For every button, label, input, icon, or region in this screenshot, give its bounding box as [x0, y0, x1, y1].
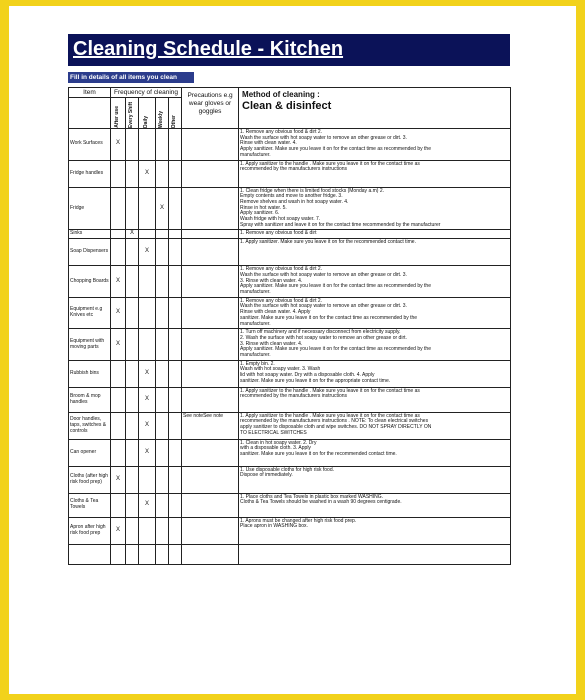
row-precaution	[182, 387, 239, 412]
row-frequency-mark	[111, 360, 126, 387]
row-frequency-mark	[111, 187, 126, 230]
method-line: manufacturer.	[240, 352, 271, 359]
row-frequency-mark	[111, 412, 126, 439]
method-line: recommended by the manufacturers instructions	[240, 393, 348, 400]
row-frequency-mark	[169, 329, 182, 361]
method-line: TO ELECTRICAL SWITCHES	[240, 429, 307, 436]
header-item-spacer	[69, 98, 111, 129]
row-frequency-mark: X	[111, 297, 126, 329]
table-row	[69, 412, 511, 439]
row-frequency-mark	[169, 412, 182, 439]
header-row-1	[69, 88, 511, 98]
header-every-shift	[126, 98, 139, 129]
row-frequency-mark	[156, 329, 169, 361]
row-precaution	[182, 466, 239, 493]
row-frequency-mark	[156, 160, 169, 187]
table-row	[69, 360, 511, 387]
row-method	[239, 360, 511, 387]
method-line: manufacturer.	[240, 151, 271, 158]
row-precaution	[182, 439, 239, 466]
method-line: 1. Turn off machinery and if necessary disconnect from electricity supply.	[240, 329, 401, 336]
header-after-use-label: After use	[114, 106, 121, 128]
method-line: Wash the surface with hot soapy water to remove an other grease or dirt. 3.	[240, 134, 407, 141]
method-line: Wash fridge with hot soapy water. 7.	[240, 216, 321, 223]
row-precaution	[182, 230, 239, 239]
row-frequency-mark: X	[139, 387, 156, 412]
row-frequency-mark: X	[111, 466, 126, 493]
table-row	[69, 129, 511, 161]
row-frequency-mark	[126, 160, 139, 187]
method-line: 1. Clean in hot soapy water. 2. Dry	[240, 439, 317, 446]
row-frequency-mark	[169, 439, 182, 466]
method-line: Apply sanitizer. Make sure you leave it on for the contact time as recommended by the	[240, 346, 431, 353]
method-line: Apply sanitizer. 6.	[240, 210, 280, 217]
row-frequency-mark	[139, 266, 156, 298]
row-item	[69, 544, 111, 564]
method-line: with a disposable cloth. 3. Apply	[240, 445, 311, 452]
table-row	[69, 517, 511, 544]
row-frequency-mark	[126, 329, 139, 361]
row-frequency-mark	[169, 544, 182, 564]
row-frequency-mark	[126, 239, 139, 266]
row-frequency-mark	[111, 439, 126, 466]
row-frequency-mark	[169, 466, 182, 493]
row-precaution	[182, 129, 239, 161]
method-line: sanitizer. Make sure you leave it on for the appropriate contact time.	[240, 377, 391, 384]
row-frequency-mark	[169, 266, 182, 298]
table-row	[69, 439, 511, 466]
row-method	[239, 160, 511, 187]
row-item: Fridge handles	[69, 160, 111, 187]
table-row	[69, 297, 511, 329]
schedule-body	[69, 129, 511, 565]
header-after-use	[111, 98, 126, 129]
method-line: Dispose of immediately.	[240, 472, 293, 479]
method-line: manufacturer.	[240, 289, 271, 296]
method-line: Place apron in WASHING box.	[240, 523, 308, 530]
method-line: Apply sanitizer. Make sure you leave it on for the contact time as recommended by the	[240, 283, 431, 290]
row-item: Equipment e.g Knives etc	[69, 297, 111, 329]
cleaning-schedule-table	[68, 87, 511, 565]
row-item: Can opener	[69, 439, 111, 466]
row-frequency-mark	[139, 187, 156, 230]
header-every-shift-label: Every Shift	[128, 101, 135, 128]
method-line: Empty contents and move to another fridge. 3.	[240, 193, 343, 200]
method-line: recommended by the manufacturers instructions . NOTE: To clean electrical switches	[240, 418, 429, 425]
table-row	[69, 239, 511, 266]
method-line: Wash the surface with hot soapy water to remove an other grease or dirt. 3.	[240, 303, 407, 310]
header-method-line1: Method of cleaning :	[242, 90, 320, 99]
row-frequency-mark	[156, 439, 169, 466]
row-frequency-mark	[111, 230, 126, 239]
row-item: Equipment with moving parts	[69, 329, 111, 361]
method-line: Rinse in hot water. 5.	[240, 204, 287, 211]
row-frequency-mark	[126, 360, 139, 387]
method-line: Rinse with clean water. 4. Apply	[240, 309, 311, 316]
table-row	[69, 493, 511, 517]
row-method	[239, 266, 511, 298]
row-frequency-mark	[111, 493, 126, 517]
subtitle-bar: Fill in details of all items you clean	[68, 72, 194, 83]
row-method	[239, 239, 511, 266]
method-line: 1. Place cloths and Tea Towels in plastic box marked WASHING.	[240, 493, 384, 500]
header-method	[239, 88, 511, 129]
row-method	[239, 517, 511, 544]
row-frequency-mark: X	[156, 187, 169, 230]
row-frequency-mark	[169, 517, 182, 544]
header-weekly	[156, 98, 169, 129]
row-frequency-mark	[139, 329, 156, 361]
row-frequency-mark	[156, 493, 169, 517]
table-row	[69, 160, 511, 187]
row-frequency-mark: X	[111, 266, 126, 298]
table-row	[69, 266, 511, 298]
row-item: Chopping Boards	[69, 266, 111, 298]
row-method	[239, 129, 511, 161]
row-frequency-mark	[156, 517, 169, 544]
row-item: Cloths & Tea Towels	[69, 493, 111, 517]
row-frequency-mark: X	[139, 412, 156, 439]
row-frequency-mark	[139, 466, 156, 493]
method-line: 1. Use disposable cloths for high risk food.	[240, 466, 334, 473]
table-row	[69, 187, 511, 230]
row-precaution	[182, 544, 239, 564]
method-line: 2. Wash the surface with hot soapy water to remove an other grease or dirt.	[240, 334, 407, 341]
method-line: Apply sanitizer. Make sure you leave it on for the contact time as recommended by the	[240, 146, 431, 153]
row-frequency-mark	[126, 297, 139, 329]
row-frequency-mark: X	[126, 230, 139, 239]
header-other-label: Other	[171, 114, 178, 128]
row-precaution	[182, 329, 239, 361]
method-line: 1. Empty bin. 2.	[240, 360, 275, 367]
row-item: Cloths (after high risk food prep)	[69, 466, 111, 493]
method-line: manufacturer.	[240, 320, 271, 327]
row-frequency-mark	[139, 297, 156, 329]
title-bar	[68, 34, 510, 66]
row-method	[239, 544, 511, 564]
row-frequency-mark	[126, 187, 139, 230]
row-precaution	[182, 493, 239, 517]
row-frequency-mark	[169, 160, 182, 187]
row-frequency-mark	[169, 297, 182, 329]
method-line: 1. Apply sanitizer. Make sure you leave it on for the recommended contact time.	[240, 239, 416, 246]
row-method	[239, 412, 511, 439]
row-frequency-mark	[169, 360, 182, 387]
row-method	[239, 466, 511, 493]
method-line: recommended by the manufacturers instructions	[240, 166, 348, 173]
row-method	[239, 493, 511, 517]
row-item: Work Surfaces	[69, 129, 111, 161]
row-frequency-mark: X	[111, 329, 126, 361]
row-precaution	[182, 187, 239, 230]
row-item: Soap Dispensers	[69, 239, 111, 266]
row-frequency-mark	[169, 129, 182, 161]
row-precaution	[182, 517, 239, 544]
row-precaution	[182, 160, 239, 187]
row-frequency-mark	[139, 517, 156, 544]
row-frequency-mark	[156, 129, 169, 161]
row-frequency-mark	[156, 360, 169, 387]
row-frequency-mark: X	[139, 439, 156, 466]
method-line: Wash the surface with hot soapy water to remove an other grease or dirt. 3.	[240, 271, 407, 278]
row-frequency-mark	[126, 129, 139, 161]
row-frequency-mark	[156, 387, 169, 412]
row-frequency-mark	[111, 239, 126, 266]
header-daily-label: Daily	[143, 116, 150, 128]
row-frequency-mark	[126, 493, 139, 517]
method-line: apply sanitizer to disposable cloth and wipe switches. DO NOT SPRAY DIRECTLY ON	[240, 424, 432, 431]
method-line: Rinse with clean water. 4.	[240, 140, 297, 147]
header-frequency: Frequency of cleaning	[111, 88, 182, 98]
row-frequency-mark	[111, 387, 126, 412]
row-frequency-mark	[126, 412, 139, 439]
row-precaution	[182, 239, 239, 266]
method-line: 1. Clean fridge when there is limited food stocks (Monday a.m) 2.	[240, 187, 385, 194]
method-line: sanitizer. Make sure you leave it on for the recommended contact time.	[240, 451, 397, 458]
table-row	[69, 230, 511, 239]
row-frequency-mark	[169, 239, 182, 266]
row-item: Sinks	[69, 230, 111, 239]
row-precaution	[182, 266, 239, 298]
method-line: 1. Remove any obvious food & dirt 2.	[240, 297, 323, 304]
table-row	[69, 544, 511, 564]
row-frequency-mark: X	[139, 493, 156, 517]
method-line: 1. Aprons must be changed after high risk food prep.	[240, 517, 357, 524]
row-frequency-mark	[156, 230, 169, 239]
header-daily	[139, 98, 156, 129]
row-frequency-mark	[126, 266, 139, 298]
method-line: Remove shelves and wash in hot soapy water. 4.	[240, 198, 349, 205]
method-line: 1. Apply sanitizer to the handle . Make sure you leave it on for the contact time as	[240, 412, 420, 419]
method-line: lid with hot soapy water. Dry with a disposable cloth. 4. Apply	[240, 372, 375, 379]
method-line: Cloths & Tea Towels should be washed in a wash 90 degrees centigrade.	[240, 499, 402, 506]
row-frequency-mark: X	[139, 160, 156, 187]
row-method	[239, 439, 511, 466]
row-frequency-mark	[169, 187, 182, 230]
row-frequency-mark	[156, 544, 169, 564]
method-line: 3. Rinse with clean water. 4.	[240, 340, 303, 347]
row-item: Broom & mop handles	[69, 387, 111, 412]
row-frequency-mark	[169, 230, 182, 239]
header-item: Item	[69, 88, 111, 98]
row-frequency-mark	[156, 466, 169, 493]
table-row	[69, 387, 511, 412]
row-frequency-mark	[126, 439, 139, 466]
page-title: Cleaning Schedule - Kitchen	[73, 38, 344, 60]
row-method	[239, 187, 511, 230]
row-frequency-mark	[111, 544, 126, 564]
row-frequency-mark	[156, 412, 169, 439]
row-frequency-mark	[156, 239, 169, 266]
method-line: Wash with hot soapy water. 3. Wash	[240, 366, 321, 373]
row-precaution	[182, 360, 239, 387]
row-frequency-mark	[126, 387, 139, 412]
method-line: 1. Remove any obvious food & dirt 2.	[240, 266, 323, 273]
row-frequency-mark	[126, 517, 139, 544]
row-frequency-mark	[126, 544, 139, 564]
row-item: Door handles, taps, switches & controls	[69, 412, 111, 439]
row-method	[239, 230, 511, 239]
row-method	[239, 297, 511, 329]
row-precaution: See noteSee note	[182, 412, 239, 439]
row-frequency-mark	[139, 544, 156, 564]
row-method	[239, 329, 511, 361]
row-frequency-mark	[169, 387, 182, 412]
header-other	[169, 98, 182, 129]
method-line: 1. Remove any obvious food & dirt 2.	[240, 129, 323, 135]
table-row	[69, 329, 511, 361]
row-frequency-mark: X	[139, 360, 156, 387]
row-item: Fridge	[69, 187, 111, 230]
header-method-line2: Clean & disinfect	[242, 100, 332, 112]
row-item: Rubbish bins	[69, 360, 111, 387]
row-frequency-mark	[139, 129, 156, 161]
header-precautions: Precautions e.g wear gloves or goggles	[182, 88, 239, 129]
method-line: 1. Apply sanitizer to the handle . Make sure you leave it on for the contact time as	[240, 160, 420, 167]
row-method	[239, 387, 511, 412]
row-frequency-mark	[156, 266, 169, 298]
row-frequency-mark	[156, 297, 169, 329]
method-line: 1. Apply sanitizer to the handle . Make sure you leave it on for the contact time as	[240, 387, 420, 394]
row-frequency-mark: X	[111, 129, 126, 161]
row-frequency-mark	[126, 466, 139, 493]
table-row	[69, 466, 511, 493]
row-item: Apron after high risk food prep	[69, 517, 111, 544]
method-line: 1. Remove any obvious food & dirt	[240, 230, 317, 237]
row-precaution	[182, 297, 239, 329]
row-frequency-mark	[139, 230, 156, 239]
method-line: Spray with sanitizer and leave it on for the contact time recommended by the manufacturer	[240, 221, 441, 228]
row-frequency-mark: X	[139, 239, 156, 266]
row-frequency-mark	[169, 493, 182, 517]
method-line: 3. Rinse with clean water. 4.	[240, 277, 303, 284]
method-line: sanitizer. Make sure you leave it on for the contact time as recommended by the	[240, 314, 418, 321]
row-frequency-mark: X	[111, 517, 126, 544]
row-frequency-mark	[111, 160, 126, 187]
header-weekly-label: Weekly	[158, 110, 165, 128]
